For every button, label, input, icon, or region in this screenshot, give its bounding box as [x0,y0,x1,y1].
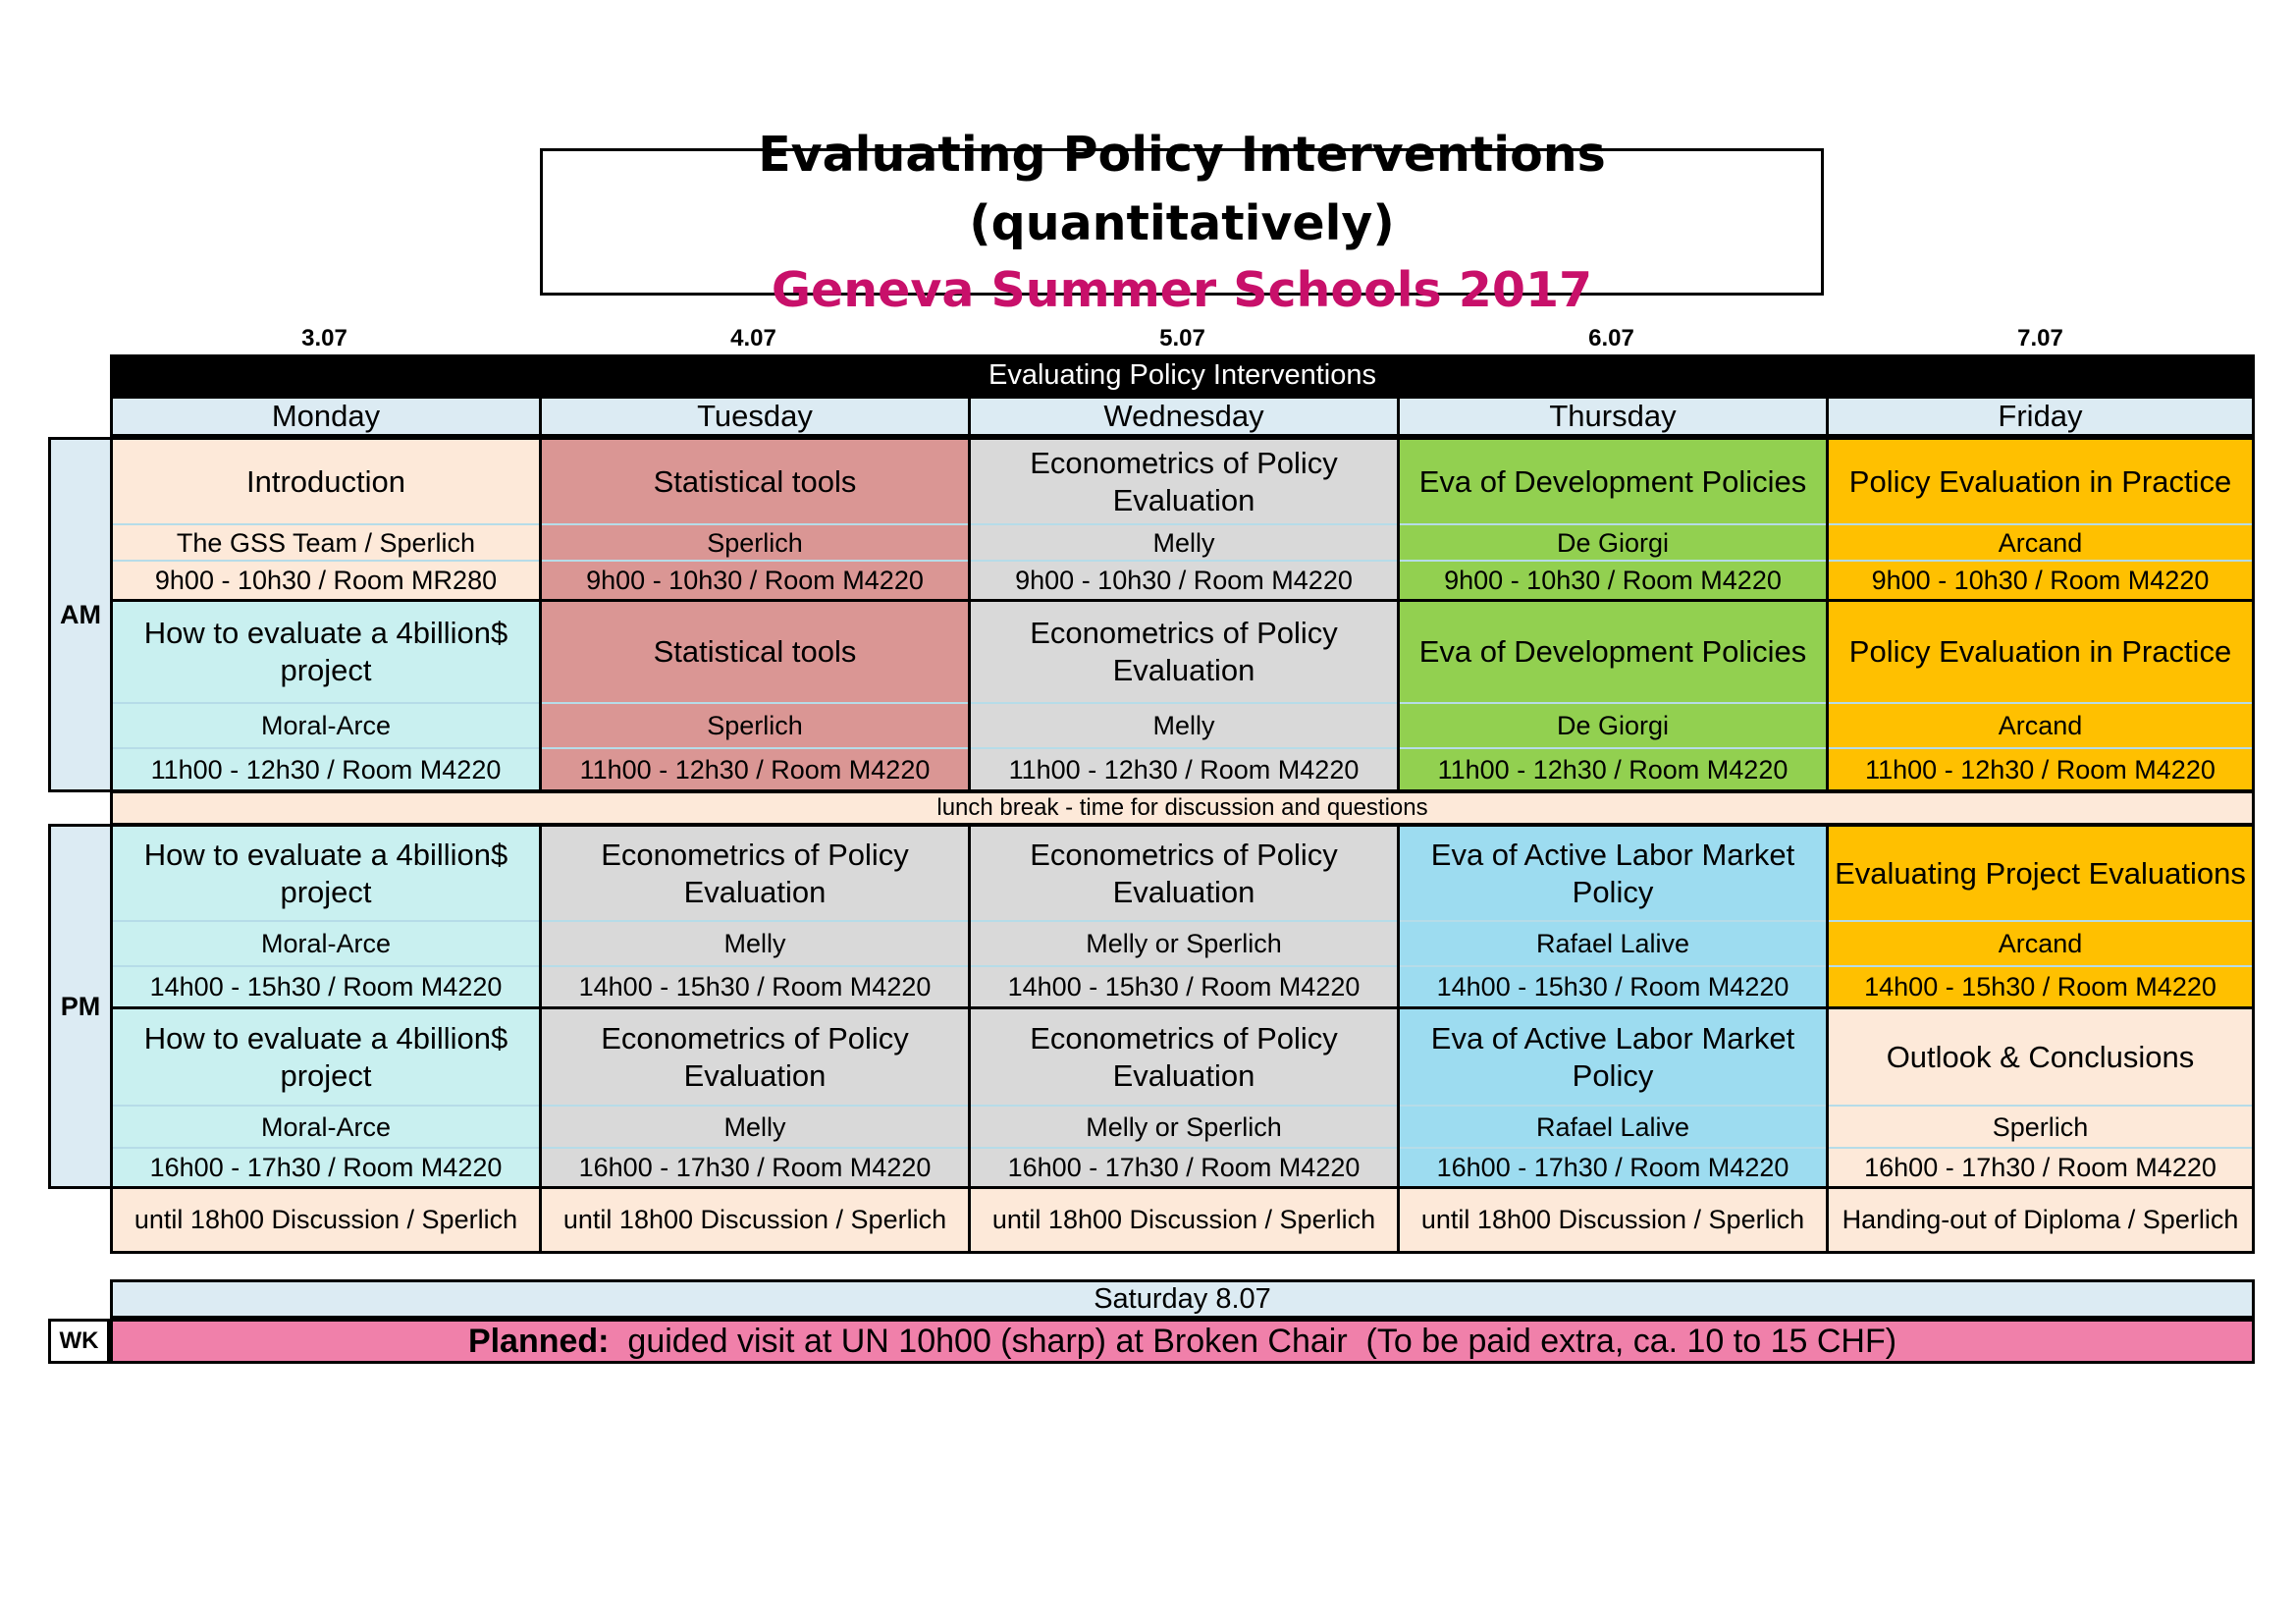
session-lecturer: Rafael Lalive [1400,1105,1826,1147]
session-tue-pm2 [539,1006,971,1189]
session-title: Introduction [246,463,405,499]
session-time: 14h00 - 15h30 / Room M4220 [542,965,968,1006]
session-lecturer: Moral-Arce [113,920,539,965]
session-wed-am2 [968,599,1400,792]
session-lecturer: Melly or Sperlich [971,1105,1397,1147]
session-title: Policy Evaluation in Practice [1848,634,2232,669]
pm-label: PM [48,824,113,1189]
session-lecturer: The GSS Team / Sperlich [113,523,539,560]
session-title: How to evaluate a 4billion$ project [143,837,508,909]
session-lecturer: Moral-Arce [113,1105,539,1147]
session-lecturer: Melly [542,1105,968,1147]
wk-label: WK [48,1319,110,1364]
session-title: Eva of Active Labor Market Policy [1430,837,1795,909]
session-time: 14h00 - 15h30 / Room M4220 [113,965,539,1006]
session-mon-am1 [110,437,542,602]
session-time: 11h00 - 12h30 / Room M4220 [1829,747,2252,789]
session-title: Eva of Development Policies [1418,634,1807,669]
page-subtitle: Geneva Summer Schools 2017 [771,262,1593,318]
session-title: Statistical tools [653,634,857,669]
evening-thu: until 18h00 Discussion / Sperlich [1397,1186,1829,1254]
evening-fri: Handing-out of Diploma / Sperlich [1826,1186,2255,1254]
session-fri-pm1 [1826,824,2255,1009]
saturday-header: Saturday 8.07 [110,1279,2255,1319]
page-title: Evaluating Policy Interventions (quantitatively) [758,127,1606,251]
session-title: Policy Evaluation in Practice [1848,463,2232,499]
session-wed-am1 [968,437,1400,602]
session-time: 11h00 - 12h30 / Room M4220 [113,747,539,789]
session-tue-am2 [539,599,971,792]
date-wednesday: 5.07 [1159,325,1205,352]
session-time: 14h00 - 15h30 / Room M4220 [1400,965,1826,1006]
session-thu-pm1 [1397,824,1829,1009]
session-lecturer: Sperlich [542,702,968,747]
session-thu-am1 [1397,437,1829,602]
session-mon-pm1 [110,824,542,1009]
session-title: Econometrics of Policy Evaluation [1030,837,1338,909]
day-header-monday: Monday [110,396,542,437]
session-fri-am2 [1826,599,2255,792]
session-time: 16h00 - 17h30 / Room M4220 [1829,1147,2252,1186]
session-title: Statistical tools [653,463,857,499]
session-lecturer: Melly [542,920,968,965]
session-title: Econometrics of Policy Evaluation [1030,445,1338,517]
saturday-plan [110,1319,2255,1364]
session-title: Econometrics of Policy Evaluation [601,1020,909,1093]
session-time: 9h00 - 10h30 / Room M4220 [1829,560,2252,599]
day-header-thursday: Thursday [1397,396,1829,437]
session-lecturer: Sperlich [1829,1105,2252,1147]
session-time: 9h00 - 10h30 / Room MR280 [113,560,539,599]
planned-label: Planned: [467,1322,610,1360]
session-title: Outlook & Conclusions [1886,1039,2195,1074]
day-header-friday: Friday [1826,396,2255,437]
session-time: 16h00 - 17h30 / Room M4220 [971,1147,1397,1186]
session-lecturer: De Giorgi [1400,702,1826,747]
session-title: Eva of Active Labor Market Policy [1430,1020,1795,1093]
date-thursday: 6.07 [1588,325,1634,352]
am-label: AM [48,437,113,792]
session-wed-pm2 [968,1006,1400,1189]
session-title: Evaluating Project Evaluations [1835,855,2246,891]
session-lecturer: Arcand [1829,523,2252,560]
session-time: 9h00 - 10h30 / Room M4220 [542,560,968,599]
planned-text: guided visit at UN 10h00 (sharp) at Broken Chair (To be paid extra, ca. 10 to 15 CHF) [609,1322,1897,1360]
session-time: 16h00 - 17h30 / Room M4220 [1400,1147,1826,1186]
session-wed-pm1 [968,824,1400,1009]
evening-mon: until 18h00 Discussion / Sperlich [110,1186,542,1254]
session-time: 14h00 - 15h30 / Room M4220 [971,965,1397,1006]
session-time: 9h00 - 10h30 / Room M4220 [1400,560,1826,599]
session-fri-pm2 [1826,1006,2255,1189]
session-fri-am1 [1826,437,2255,602]
session-lecturer: Melly [971,702,1397,747]
session-title: How to evaluate a 4billion$ project [143,616,508,687]
session-mon-am2 [110,599,542,792]
session-lecturer: Melly [971,523,1397,560]
date-monday: 3.07 [301,325,347,352]
session-lecturer: Moral-Arce [113,702,539,747]
evening-wed: until 18h00 Discussion / Sperlich [968,1186,1400,1254]
day-header-tuesday: Tuesday [539,396,971,437]
date-friday: 7.07 [2017,325,2063,352]
session-tue-pm1 [539,824,971,1009]
session-tue-am1 [539,437,971,602]
session-title: Econometrics of Policy Evaluation [1030,1020,1338,1093]
session-lecturer: Arcand [1829,920,2252,965]
session-time: 16h00 - 17h30 / Room M4220 [113,1147,539,1186]
session-title: Eva of Development Policies [1418,463,1807,499]
title-box [540,127,1824,318]
session-title: Econometrics of Policy Evaluation [601,837,909,909]
session-time: 11h00 - 12h30 / Room M4220 [971,747,1397,789]
session-thu-pm2 [1397,1006,1829,1189]
date-tuesday: 4.07 [730,325,776,352]
day-header-wednesday: Wednesday [968,396,1400,437]
course-header-bar: Evaluating Policy Interventions [110,354,2255,396]
evening-tue: until 18h00 Discussion / Sperlich [539,1186,971,1254]
session-time: 9h00 - 10h30 / Room M4220 [971,560,1397,599]
session-lecturer: Arcand [1829,702,2252,747]
session-thu-am2 [1397,599,1829,792]
session-time: 16h00 - 17h30 / Room M4220 [542,1147,968,1186]
session-title: Econometrics of Policy Evaluation [1030,616,1338,687]
session-time: 14h00 - 15h30 / Room M4220 [1829,965,2252,1006]
session-lecturer: Melly or Sperlich [971,920,1397,965]
session-time: 11h00 - 12h30 / Room M4220 [1400,747,1826,789]
session-time: 11h00 - 12h30 / Room M4220 [542,747,968,789]
session-title: How to evaluate a 4billion$ project [143,1020,508,1093]
session-lecturer: Rafael Lalive [1400,920,1826,965]
session-lecturer: De Giorgi [1400,523,1826,560]
session-lecturer: Sperlich [542,523,968,560]
session-mon-pm2 [110,1006,542,1189]
lunch-break: lunch break - time for discussion and questions [110,790,2255,826]
